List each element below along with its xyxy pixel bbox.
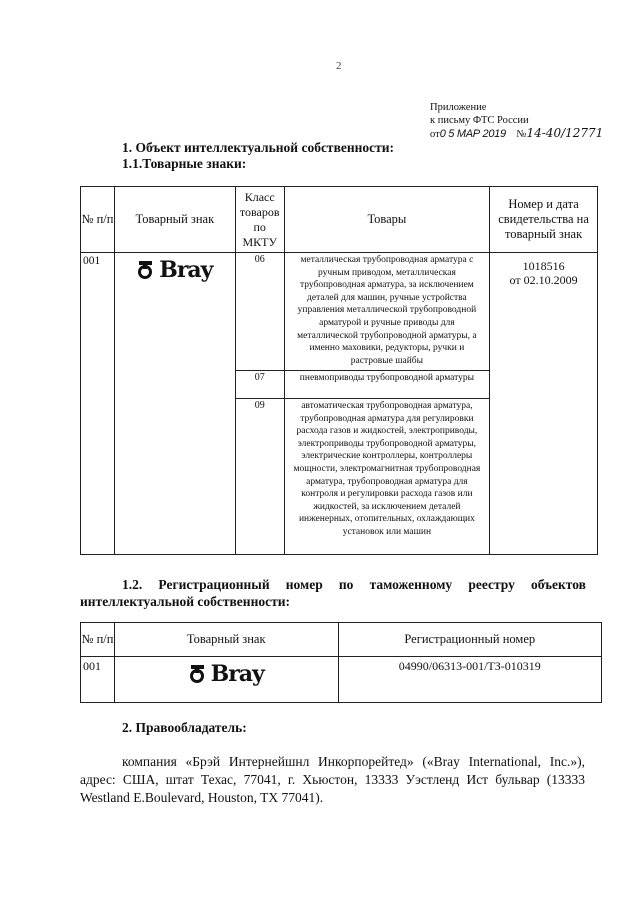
annex-number-prefix: № [516, 129, 527, 140]
header-goods: Товары [284, 187, 489, 253]
bray-logo-text: Bray [159, 257, 213, 283]
header-cert: Номер и дата свидетельства на товарный знак [490, 187, 598, 253]
trademark-cell [114, 657, 338, 703]
bray-logo [115, 257, 235, 283]
registration-number: 04990/06313-001/ТЗ-010319 [338, 657, 602, 703]
section1-heading: 1. Объект интеллектуальной собственности: [122, 140, 395, 155]
bray-logo-text: Bray [210, 661, 264, 687]
row-number: 001 [81, 657, 115, 703]
class-cell: 06 [235, 253, 284, 371]
bray-logo [115, 661, 338, 687]
bray-logo-icon [189, 664, 207, 684]
rightholder-text: компания «Брэй Интернейшнл Инкорпорейтед» («Bray International, Inc.»), адрес: США, штат Техас, 77041, г. Хьюстон, 13333 Уэстленд Ист бульвар (13333 Westland E.Boulevard, Houston, TX 77041). [80, 754, 585, 805]
registry-table-header [81, 623, 602, 657]
annex-date-line [430, 127, 603, 141]
header-mark: Товарный знак [114, 187, 235, 253]
annex-line2: к письму ФТС России [430, 115, 529, 126]
page-number: 2 [336, 60, 342, 72]
trademarks-table-header [81, 187, 598, 253]
certificate-cell [490, 253, 598, 555]
annex-number-handwritten: 14-40/12771 [526, 126, 604, 140]
certificate-number: 1018516 [522, 259, 565, 273]
trademarks-table [80, 186, 598, 555]
header-num: № п/п [81, 623, 115, 657]
goods-cell: пневмоприводы трубопроводной арматуры [284, 371, 489, 399]
annex-block [430, 101, 603, 141]
section12-heading-line2: интеллектуальной собственности: [80, 594, 290, 609]
section12-heading [122, 577, 586, 593]
annex-date-stamp: 0 5 МАР 2019 [439, 128, 506, 140]
heading-word: реестру [468, 577, 515, 592]
trademark-cell [114, 253, 235, 555]
annex-line1: Приложение [430, 102, 487, 113]
heading-word: номер [285, 577, 323, 592]
header-class: Класс товаров по МКТУ [235, 187, 284, 253]
registry-table [80, 622, 602, 703]
header-reg: Регистрационный номер [338, 623, 602, 657]
table-row [81, 657, 602, 703]
section1-subheading: 1.1.Товарные знаки: [122, 156, 247, 171]
bray-logo-icon [137, 260, 155, 280]
row-number: 001 [81, 253, 115, 555]
certificate-date: от 02.10.2009 [509, 273, 578, 287]
heading-word: объектов [531, 577, 586, 592]
header-num: № п/п [81, 187, 115, 253]
heading-word: таможенному [369, 577, 453, 592]
heading-word: 1.2. [122, 577, 143, 592]
heading-word: Регистрационный [158, 577, 270, 592]
class-cell: 07 [235, 371, 284, 399]
section2-heading: 2. Правообладатель: [122, 720, 247, 735]
goods-cell: автоматическая трубопроводная арматура, трубопроводная арматура для регулировки расхода газов и жидкостей, электроприводы, электроприводы трубопроводной арматуры, электрические контроллеры, контроллеры мощности, электромагнитная трубопроводная арматура, трубопроводная арматура для контроля и регулировки расхода газов или жидкостей, за исключением деталей инженерных, отопительных, охлаждающих установок или машин [284, 399, 489, 555]
table-row [81, 253, 598, 371]
annex-date-prefix: от [430, 129, 440, 140]
goods-cell: металлическая трубопроводная арматура с ручным приводом, металлическая трубопроводная арматура, за исключением деталей для машин, ручные устройства управления металлической трубопроводной арматурой и ручные приводы для металлической трубопроводной арматуры, а именно маховики, редукторы, ручки и растровые шайбы [284, 253, 489, 371]
header-mark: Товарный знак [114, 623, 338, 657]
heading-word: по [338, 577, 354, 592]
class-cell: 09 [235, 399, 284, 555]
